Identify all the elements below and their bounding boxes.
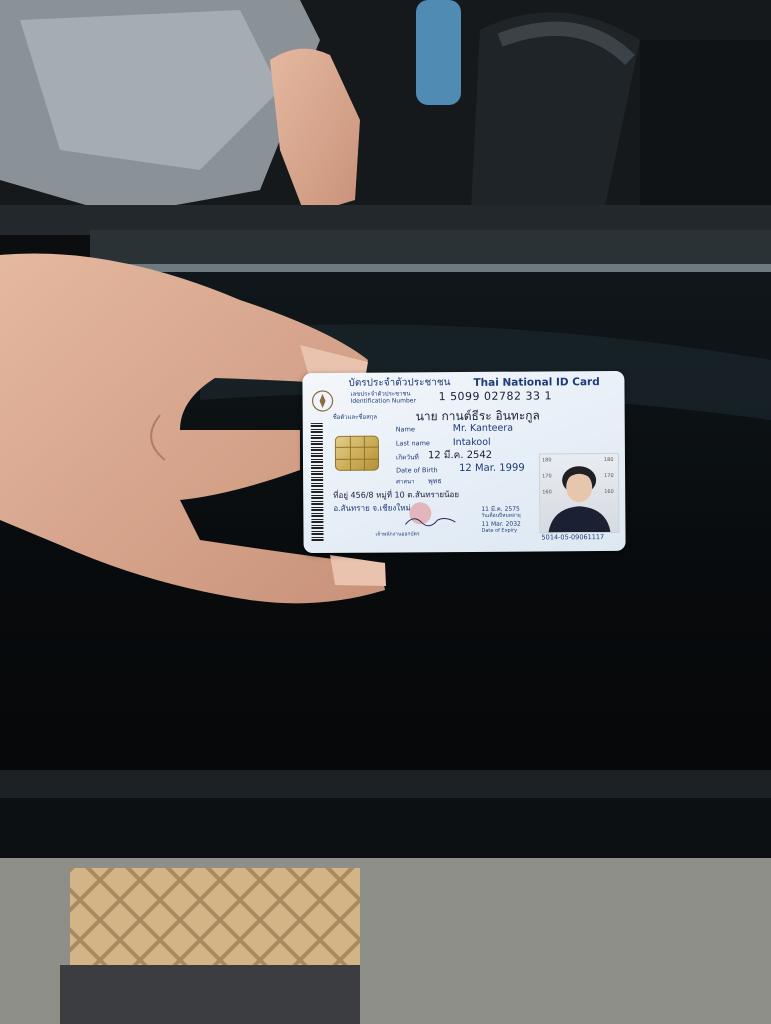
smart-chip	[335, 436, 379, 471]
expiry-date-english: 11 Mar. 2032	[481, 520, 521, 528]
name-thai: นาย กานต์ธีระ อินทะกูล	[415, 408, 540, 424]
religion-label: ศาสนา	[396, 478, 415, 486]
id-label-thai: เลขประจำตัวประชาชน	[350, 390, 411, 398]
name-english: Mr. Kanteera	[452, 422, 514, 435]
card-reference-code: 5014-05-09061117	[541, 533, 605, 542]
expiry-date-thai: 11 มี.ค. 2575	[481, 505, 520, 513]
expiry-label-thai: วันเดือนปีหมดอายุ	[481, 512, 521, 519]
side-barcode	[311, 423, 324, 541]
expiry-label-english: Date of Expiry	[481, 527, 518, 534]
officer-label: เจ้าพนักงานออกบัตร	[375, 531, 420, 538]
name-label-thai: ชื่อตัวและชื่อสกุล	[332, 413, 378, 421]
card-header-english: Thai National ID Card	[473, 376, 600, 389]
id-photo: 180 170 160 180 170 160	[539, 453, 620, 534]
portrait-icon	[540, 454, 619, 533]
officer-signature	[403, 512, 458, 530]
thai-national-id-card	[302, 371, 625, 553]
lastname-english: Intakool	[452, 436, 491, 449]
dob-label-thai: เกิดวันที่	[395, 453, 419, 462]
address-line-2: อ.สันทราย จ.เชียงใหม่	[333, 503, 411, 513]
dob-thai: 12 มี.ค. 2542	[427, 449, 493, 462]
id-label-english: Identification Number	[350, 397, 416, 405]
name-label-english: Name	[395, 425, 415, 434]
dob-english: 12 Mar. 1999	[459, 462, 525, 475]
address-line-1: ที่อยู่ 456/8 หมู่ที่ 10 ต.สันทรายน้อย	[333, 490, 460, 500]
id-number: 1 5099 02782 33 1	[438, 389, 553, 404]
garuda-emblem-icon	[310, 389, 334, 413]
religion-value: พุทธ	[428, 477, 442, 486]
lastname-label: Last name	[395, 439, 430, 448]
dob-label-english: Date of Birth	[396, 466, 438, 475]
card-header-thai: บัตรประจำตัวประชาชน	[348, 377, 451, 389]
